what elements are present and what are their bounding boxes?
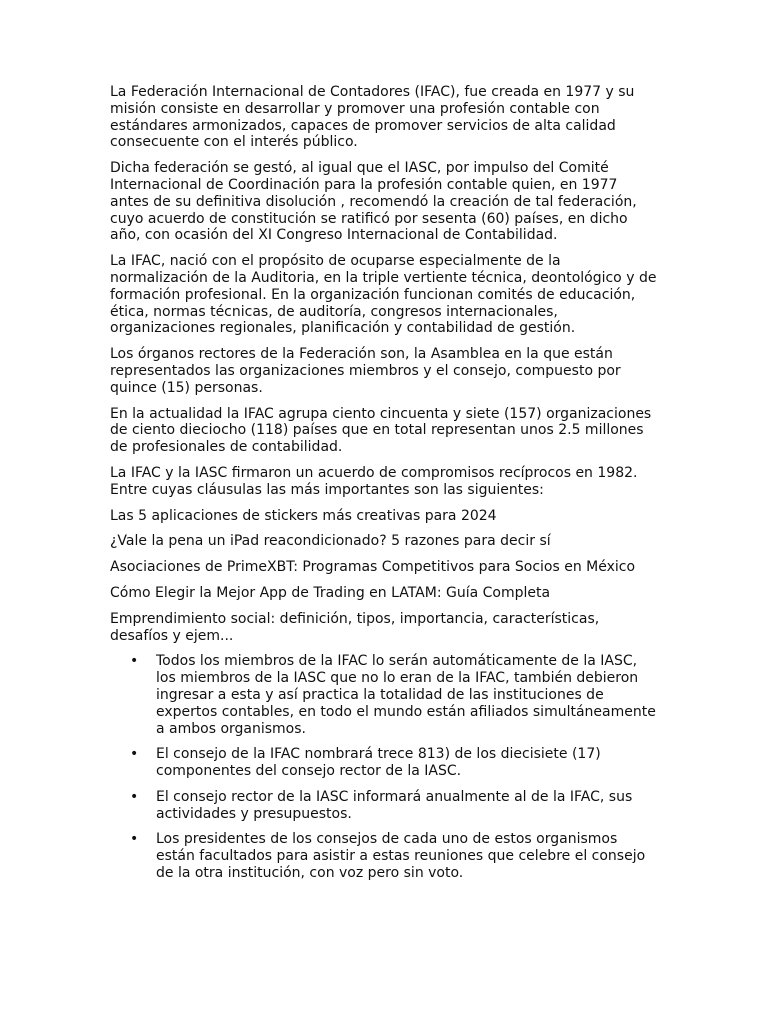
- document-body: [110, 84, 660, 891]
- bullet-icon: •: [130, 653, 139, 670]
- bullet-icon: •: [130, 831, 139, 848]
- related-link-primexbt[interactable]: Asociaciones de PrimeXBT: Programas Competitivos para Socios en México: [110, 559, 636, 576]
- paragraph-agreement: La IFAC y la IASC firmaron un acuerdo de compromisos recíprocos en 1982. Entre cuyas cláusulas las más importantes son las siguientes:: [110, 464, 638, 498]
- paragraph-ifac-purpose: La IFAC, nació con el propósito de ocuparse especialmente de la normalización de la Auditoria, en la triple vertiente técnica, deontológico y de formación profesional. En la organización funcionan comités de educación, ética, normas técnicas, de auditoría, congresos internacionales, organizaciones regionales, planificación y contabilidad de gestión.: [110, 253, 657, 337]
- list-item-text: Todos los miembros de la IFAC lo serán automáticamente de la IASC, los miembros de la IASC que no lo eran de la IFAC, también debieron ingresar a esta y así practica la totalidad de las instituciones de expertos contables, en todo el mundo están afiliados simultáneamente a ambos organismos.: [156, 653, 656, 737]
- list-item-text: El consejo rector de la IASC informará anualmente al de la IFAC, sus actividades y presupuestos.: [156, 788, 633, 822]
- bullet-icon: •: [130, 746, 139, 763]
- paragraph-ifac-founding: La Federación Internacional de Contadores (IFAC), fue creada en 1977 y su misión consiste en desarrollar y promover una profesión contable con estándares armonizados, capaces de promover servicios de alta calidad consecuente con el interés público.: [110, 84, 635, 151]
- related-link-ipad[interactable]: ¿Vale la pena un iPad reacondicionado? 5 razones para decir sí: [110, 533, 551, 550]
- bullet-icon: •: [130, 788, 139, 805]
- paragraph-governing-bodies: Los órganos rectores de la Federación son, la Asamblea en la que están representados las organizaciones miembros y el consejo, compuesto por quince (15) personas.: [110, 346, 621, 396]
- list-item: [130, 653, 660, 737]
- list-item-text: Los presidentes de los consejos de cada uno de estos organismos están facultados para asistir a estas reuniones que celebre el consejo de la otra institución, con voz pero sin voto.: [156, 831, 646, 882]
- paragraph-current-members: En la actualidad la IFAC agrupa ciento cincuenta y siete (157) organizaciones de ciento dieciocho (118) países que en total representan unos 2.5 millones de profesionales de contabilidad.: [110, 405, 652, 456]
- related-link-trading-app[interactable]: Cómo Elegir la Mejor App de Trading en LATAM: Guía Completa: [110, 584, 551, 601]
- clauses-list: [110, 653, 660, 882]
- list-item-text: El consejo de la IFAC nombrará trece 813) de los diecisiete (17) componentes del consejo rector de la IASC.: [156, 746, 601, 780]
- related-link-stickers[interactable]: Las 5 aplicaciones de stickers más creativas para 2024: [110, 507, 497, 524]
- paragraph-federation-origin: Dicha federación se gestó, al igual que el IASC, por impulso del Comité Internacional de Coordinación para la profesión contable quien, en 1977 antes de su definitiva disolución , recomendó la creación de tal federación, cuyo acuerdo de constitución se ratificó por sesenta (60) países, en dicho año, con ocasión del XI Congreso Internacional de Contabilidad.: [110, 160, 637, 244]
- list-item: [130, 746, 660, 780]
- list-item: [130, 788, 660, 823]
- related-link-emprendimiento[interactable]: Emprendimiento social: definición, tipos, importancia, características, desafíos y ejem...: [110, 610, 600, 644]
- list-item: [130, 831, 660, 882]
